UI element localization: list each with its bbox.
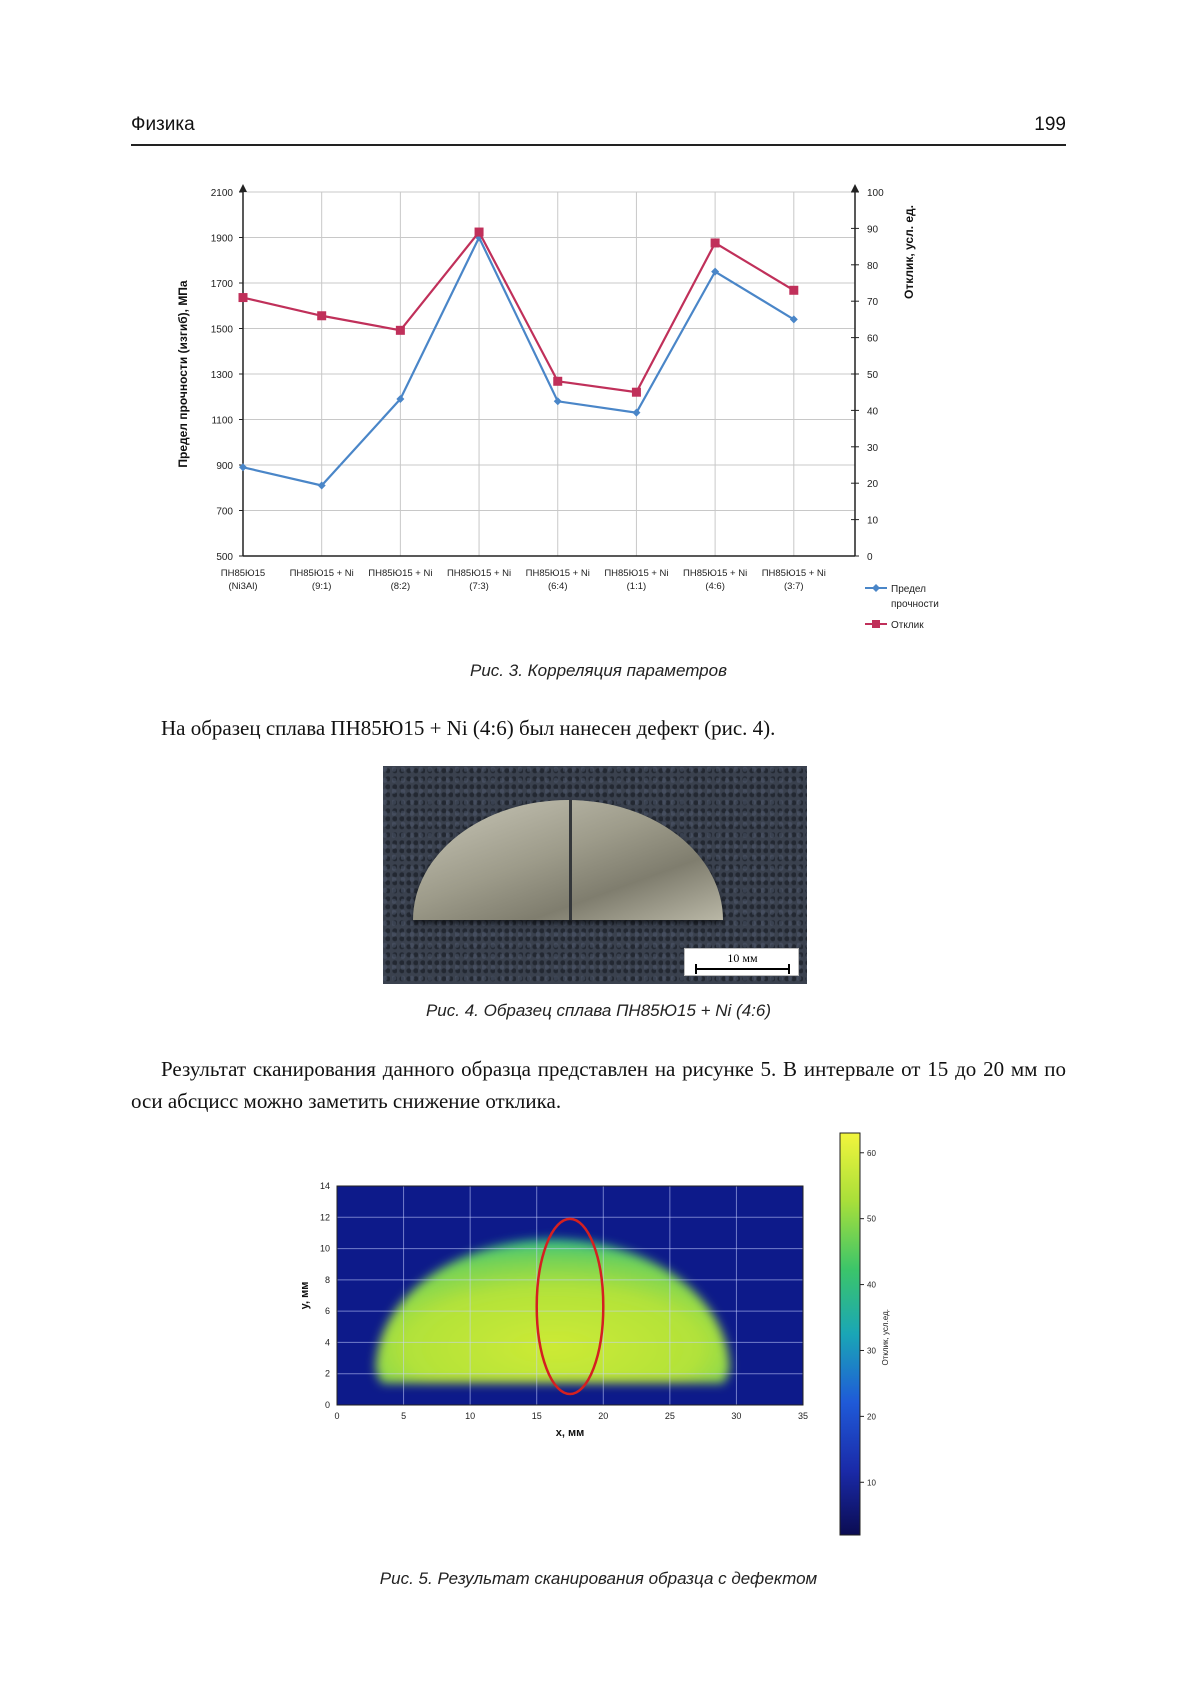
x-axis-title: x, мм [555, 1427, 585, 1439]
y-right-tick-label: 50 [867, 370, 879, 381]
y-left-tick-label: 2100 [210, 188, 233, 199]
y-right-tick-label: 40 [867, 406, 879, 418]
paragraph-2 [131, 1053, 1066, 1117]
legend-swatch-marker [872, 620, 880, 628]
paragraph-1-text: На образец сплава ПН85Ю15 + Ni (4:6) был нанесен дефект (рис. 4). [161, 716, 776, 740]
data-point [711, 238, 720, 247]
colorbar-tick-label: 50 [867, 1214, 876, 1224]
x-tick-label [604, 568, 668, 592]
x-tick-label [368, 568, 432, 592]
y-tick-label: 2 [324, 1368, 330, 1379]
x-tick-label: 30 [731, 1411, 742, 1421]
scale-bar [684, 948, 799, 976]
x-tick-label-line: ПН85Ю15 + Ni [604, 568, 669, 579]
x-tick-label [221, 568, 265, 592]
colorbar-tick-label: 10 [867, 1478, 876, 1488]
y-left-tick-label: 1700 [210, 279, 233, 290]
y-tick-label: 0 [324, 1400, 330, 1410]
x-tick-label [683, 568, 747, 592]
y-right-tick-label: 0 [867, 552, 873, 563]
paragraph-1 [131, 712, 1066, 744]
x-tick-label: 5 [401, 1411, 407, 1421]
y-axis-title: y, мм [299, 1281, 311, 1310]
y-tick-label: 8 [324, 1274, 330, 1285]
y-right-axis-title: Отклик, усл. ед. [902, 204, 916, 300]
y-left-tick-label: 1900 [210, 233, 233, 245]
x-tick-label-line: (8:2) [390, 581, 411, 592]
y-right-axis-arrow [851, 184, 859, 192]
figure-4-photo [383, 766, 807, 984]
x-tick-label [526, 568, 590, 592]
y-tick-label: 12 [319, 1212, 330, 1223]
y-tick-label: 4 [324, 1337, 330, 1348]
legend-label [891, 620, 924, 631]
alloy-specimen [413, 800, 723, 920]
y-left-tick-label: 1100 [211, 415, 233, 427]
page-number: 199 [1034, 114, 1066, 135]
data-point [317, 311, 326, 320]
figure-3-caption: Рис. 3. Корреляция параметров [470, 661, 727, 680]
scale-bar-line [695, 968, 790, 970]
y-left-tick-label: 500 [216, 552, 233, 563]
y-left-tick-label: 700 [216, 506, 233, 518]
x-tick-label [762, 568, 826, 592]
section-title: Физика [131, 114, 195, 135]
x-tick-label: 20 [598, 1411, 609, 1421]
y-right-tick-label: 30 [867, 442, 879, 454]
data-point [554, 397, 562, 405]
y-right-tick-label: 80 [867, 260, 879, 272]
y-left-tick-label: 1500 [210, 324, 233, 336]
x-tick-label [290, 568, 354, 592]
x-tick-label: 35 [797, 1411, 809, 1421]
y-left-tick-label: 900 [216, 461, 233, 472]
data-point [632, 388, 641, 397]
x-tick-label-line: (6:4) [547, 581, 568, 592]
y-left-axis-arrow [239, 184, 247, 192]
figure-5-caption: Рис. 5. Результат сканирования образца с дефектом [379, 1569, 818, 1588]
data-point [553, 377, 562, 386]
x-tick-label-line: (Ni3Al) [228, 581, 258, 592]
x-tick-label-line: ПН85Ю15 + Ni [525, 568, 590, 579]
x-tick-label-line: ПН85Ю15 + Ni [289, 568, 354, 579]
x-tick-label-line: (7:3) [469, 581, 489, 592]
defect-crack [569, 800, 572, 920]
x-tick-label: 0 [334, 1411, 340, 1421]
x-tick-label-line: ПН85Ю15 + Ni [683, 568, 748, 579]
colorbar-title: Отклик, усл.ед. [881, 1309, 890, 1366]
x-tick-label: 10 [465, 1411, 476, 1421]
colorbar [840, 1133, 860, 1535]
x-tick-label: 15 [531, 1411, 542, 1421]
y-right-tick-label: 70 [867, 297, 879, 309]
legend-label-line: прочности [891, 599, 939, 610]
x-tick-label-line: (4:6) [705, 581, 725, 592]
series-line [243, 238, 794, 486]
y-tick-label: 14 [319, 1181, 330, 1191]
legend-label [891, 584, 939, 610]
y-right-tick-label: 60 [867, 333, 879, 345]
y-tick-label: 6 [324, 1306, 330, 1317]
x-tick-label-line: ПН85Ю15 + Ni [446, 568, 512, 579]
data-point [239, 463, 247, 471]
y-left-tick-label: 1300 [210, 370, 233, 381]
scale-bar-label: 10 мм [727, 951, 758, 965]
y-tick-label: 10 [319, 1243, 330, 1254]
y-right-tick-label: 10 [867, 515, 879, 527]
y-right-tick-label: 20 [867, 479, 879, 491]
x-tick-label-line: (9:1) [311, 581, 332, 592]
figure-3-chart [165, 180, 1045, 650]
y-left-axis-title: Предел прочности (изгиб), МПа [176, 280, 190, 468]
x-tick-label-line: (3:7) [784, 581, 804, 592]
colorbar-tick-label: 60 [867, 1148, 876, 1158]
x-tick-label: 25 [664, 1411, 675, 1421]
x-tick-label-line: ПН85Ю15 + Ni [368, 568, 433, 579]
paragraph-2-text: Результат сканирования данного образца представлен на рисунке 5. В интервале от 15 до 20 мм по оси абсцисс можно заметить снижение отклика. [131, 1057, 1066, 1113]
figure-4-caption: Рис. 4. Образец сплава ПН85Ю15 + Ni (4:6) [425, 1001, 772, 1020]
data-point [475, 228, 484, 237]
figure-5-heatmap [290, 1130, 920, 1560]
colorbar-tick-label: 20 [867, 1412, 876, 1422]
y-right-tick-label: 90 [867, 224, 879, 236]
x-tick-label-line: ПН85Ю15 [220, 568, 266, 579]
x-tick-label-line: (1:1) [626, 581, 647, 592]
legend-swatch-marker [872, 584, 880, 592]
x-tick-label [447, 568, 511, 592]
data-point [396, 326, 405, 335]
colorbar-tick-label: 40 [867, 1280, 876, 1290]
legend-label-line: Отклик [891, 620, 924, 631]
data-point [789, 286, 798, 295]
x-tick-label-line: ПН85Ю15 + Ni [761, 568, 826, 579]
data-point [239, 293, 248, 302]
running-head [131, 112, 1066, 146]
y-right-tick-label: 100 [867, 188, 884, 199]
legend-label-line: Предел [891, 584, 926, 595]
colorbar-tick-label: 30 [867, 1346, 876, 1356]
